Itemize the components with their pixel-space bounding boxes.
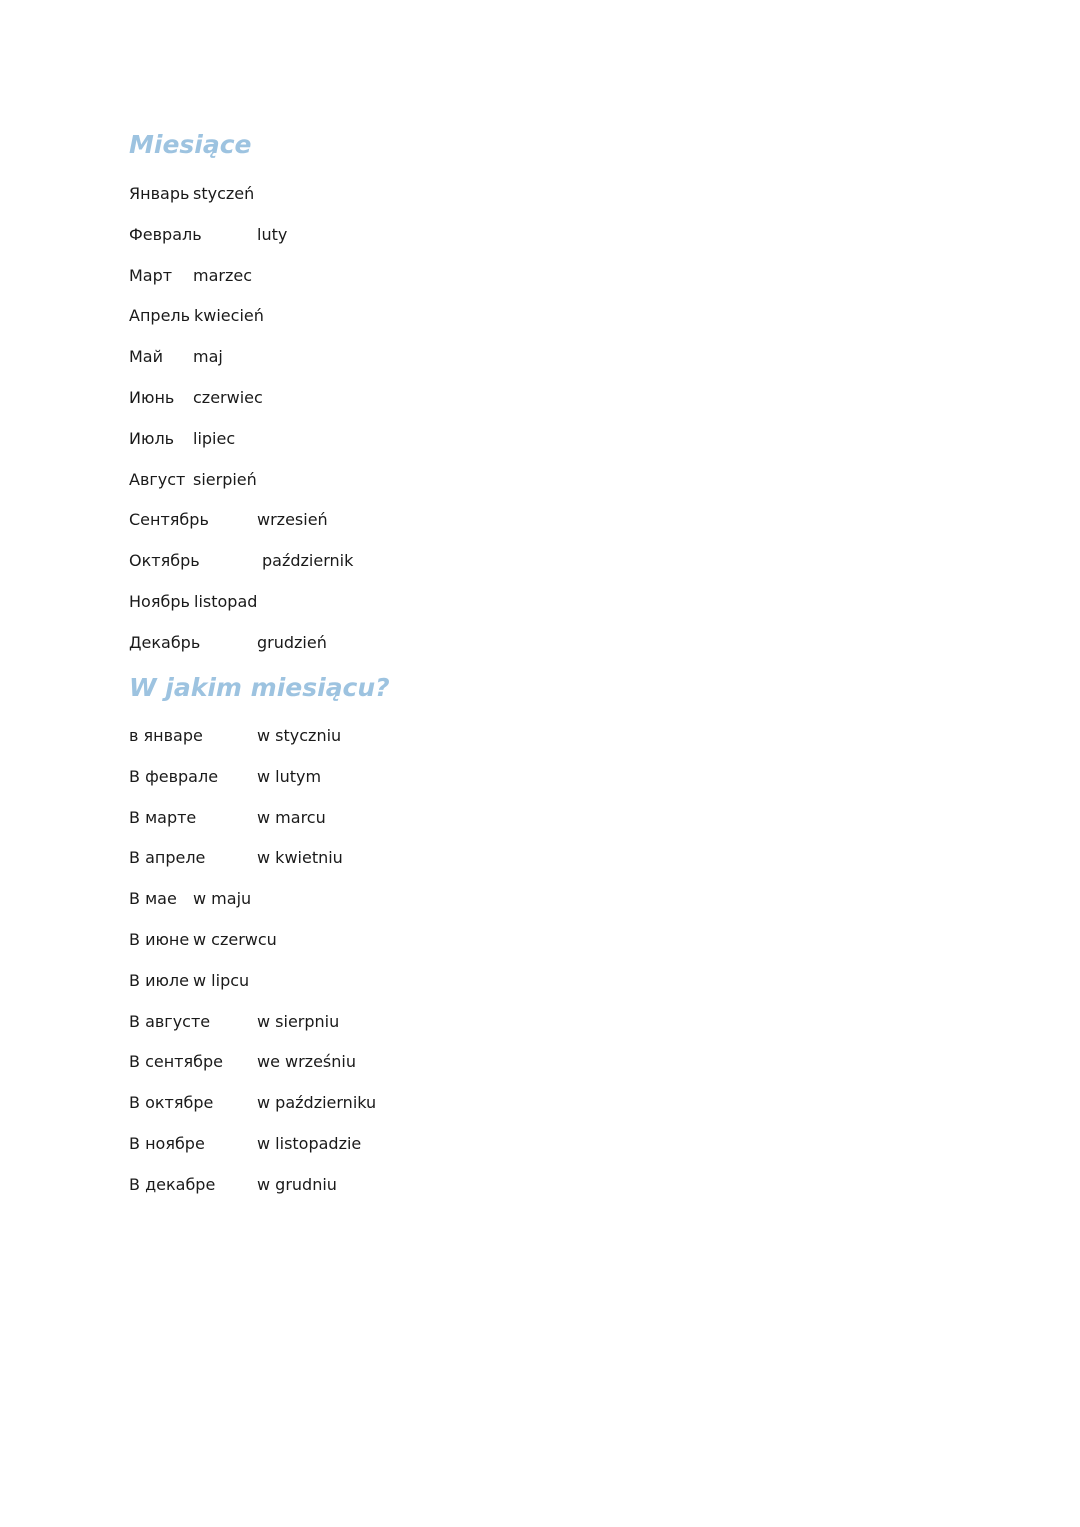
russian-term: Июль (129, 428, 175, 448)
polish-term: luty (257, 224, 288, 244)
russian-term: В ноябре (129, 1134, 205, 1153)
russian-term: В декабре (129, 1174, 216, 1194)
polish-term: w lutym (257, 766, 322, 786)
russian-term: Март (129, 265, 173, 285)
polish-term: w grudniu (257, 1174, 337, 1194)
polish-term: w październiku (257, 1093, 377, 1113)
russian-term: В марте (129, 807, 197, 827)
polish-term: w sierpniu (257, 1011, 340, 1031)
russian-term: Июнь (129, 388, 175, 407)
russian-term: Сентябрь (129, 510, 209, 530)
russian-term: В сентябре (129, 1052, 223, 1072)
polish-term: lipiec (193, 428, 236, 448)
polish-term: w listopadzie (257, 1134, 362, 1153)
polish-term: maj (193, 347, 223, 367)
russian-term: В октябре (129, 1093, 214, 1113)
polish-term: marzec (193, 265, 253, 285)
russian-term: В июне (129, 930, 190, 949)
russian-term: Май (129, 347, 164, 367)
russian-term: В феврале (129, 766, 219, 786)
polish-term: sierpień (193, 469, 257, 489)
russian-term: В августе (129, 1011, 211, 1031)
polish-term: w czerwcu (193, 930, 277, 949)
polish-term: styczeń (193, 184, 255, 203)
russian-term: Декабрь (129, 632, 201, 652)
section-heading-in-which-month: W jakim miesiącu? (129, 673, 390, 702)
polish-term: w styczniu (257, 726, 342, 745)
polish-term: kwiecień (194, 306, 264, 326)
russian-term: Август (129, 469, 186, 489)
polish-term: czerwiec (193, 388, 263, 407)
polish-term: październik (262, 551, 354, 571)
russian-term: Ноябрь (129, 592, 190, 611)
section-heading-months: Miesiące (129, 130, 252, 159)
russian-term: В июле (129, 970, 189, 990)
polish-term: w maju (193, 889, 252, 909)
polish-term: we wrześniu (257, 1052, 356, 1072)
polish-term: listopad (194, 592, 258, 611)
russian-term: Февраль (129, 224, 202, 244)
russian-term: Октябрь (129, 551, 200, 571)
russian-term: в январе (129, 726, 203, 745)
russian-term: Январь (129, 184, 190, 203)
polish-term: w marcu (257, 807, 326, 827)
russian-term: В мае (129, 889, 177, 909)
russian-term: Апрель (129, 306, 191, 326)
polish-term: w kwietniu (257, 848, 343, 868)
polish-term: w lipcu (193, 970, 250, 990)
polish-term: grudzień (257, 632, 327, 652)
russian-term: В апреле (129, 848, 206, 868)
polish-term: wrzesień (257, 510, 328, 530)
